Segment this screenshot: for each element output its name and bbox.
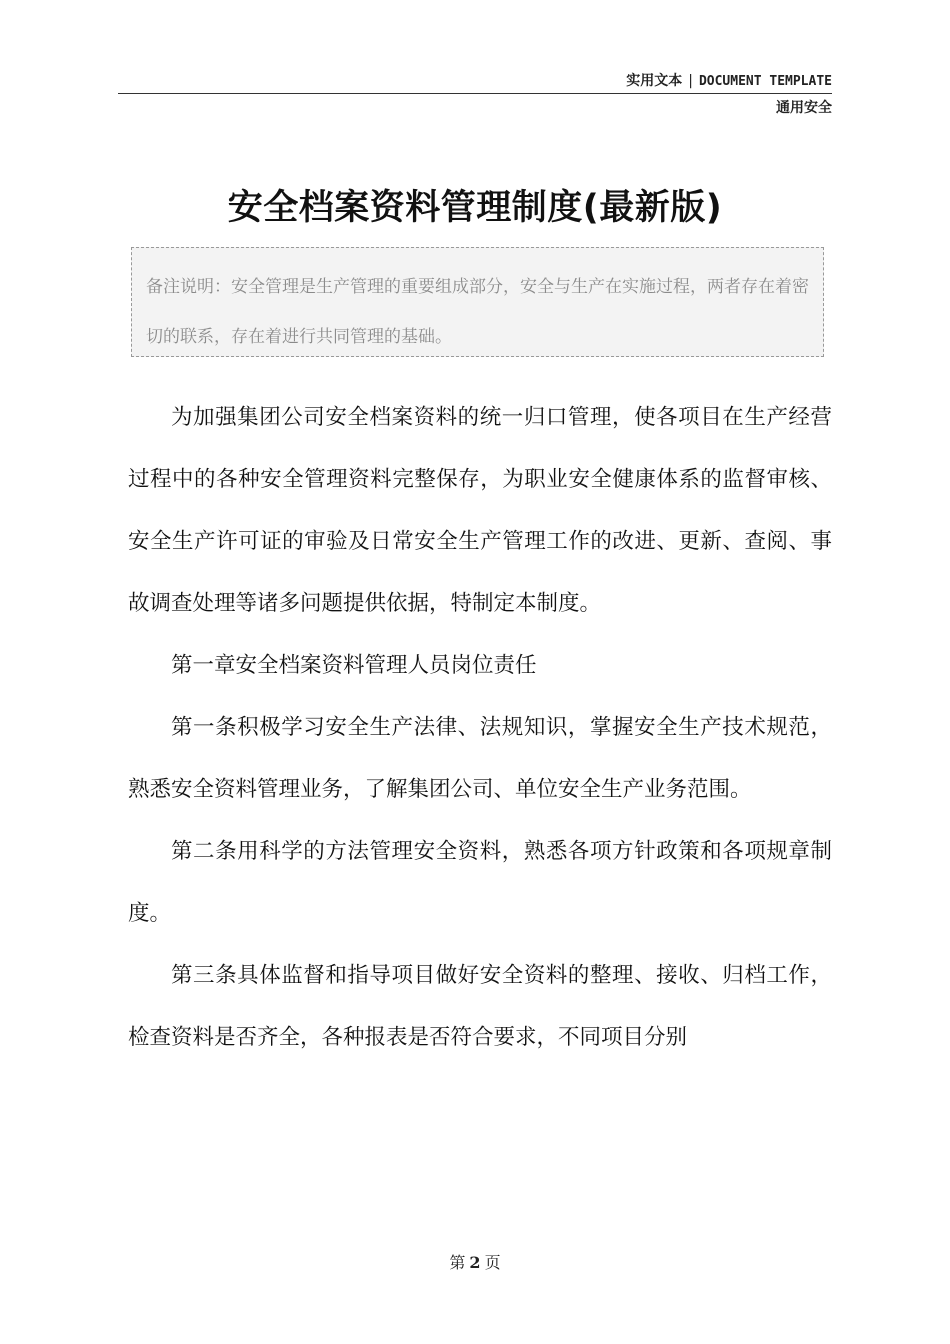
paragraph-chapter-heading: 第一章安全档案资料管理人员岗位责任 [171, 653, 537, 678]
document-header [626, 70, 832, 90]
header-category: 通用安全 [776, 100, 832, 116]
document-title: 安全档案资料管理制度(最新版) [227, 188, 723, 228]
page-footer [0, 1250, 950, 1273]
footer-prefix: 第 [449, 1253, 466, 1272]
header-brand-en: DOCUMENT TEMPLATE [698, 74, 832, 89]
note-box [131, 247, 824, 357]
note-text: 备注说明：安全管理是生产管理的重要组成部分，安全与生产在实施过程，两者存在着密切的联系，存在着进行共同管理的基础。 [146, 277, 809, 347]
document-body [128, 387, 832, 1069]
paragraph-article-1: 第一条积极学习安全生产法律、法规知识，掌握安全生产技术规范，熟悉安全资料管理业务，了解集团公司、单位安全生产业务范围。 [128, 715, 832, 802]
paragraph-intro: 为加强集团公司安全档案资料的统一归口管理，使各项目在生产经营过程中的各种安全管理资料完整保存，为职业安全健康体系的监督审核、安全生产许可证的审验及日常安全生产管理工作的改进、更新、查阅、事故调查处理等诸多问题提供依据，特制定本制度。 [128, 405, 832, 616]
header-brand-cn: 实用文本 [626, 73, 683, 89]
paragraph-article-2: 第二条用科学的方法管理安全资料，熟悉各项方针政策和各项规章制度。 [128, 839, 832, 926]
footer-suffix: 页 [484, 1253, 501, 1272]
paragraph-article-3: 第三条具体监督和指导项目做好安全资料的整理、接收、归档工作，检查资料是否齐全，各种报表是否符合要求，不同项目分别 [128, 963, 832, 1050]
page-number: 2 [469, 1253, 481, 1272]
header-rule [118, 93, 832, 94]
header-separator: | [688, 73, 693, 89]
